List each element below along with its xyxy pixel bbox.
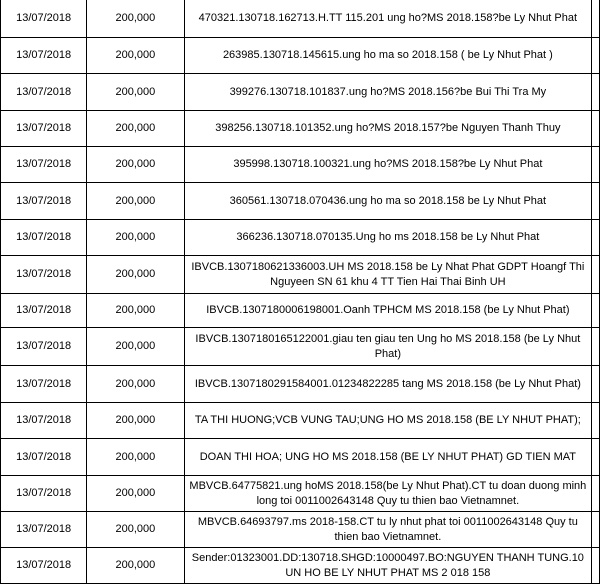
description-cell: MBVCB.64693797.ms 2018-158.CT tu ly nhut phat toi 0011002643148 Quy tu thien bao Vietnamnet. <box>184 512 592 548</box>
description-cell: 395998.130718.100321.ung ho?MS 2018.158?be Ly Nhut Phat <box>184 147 592 183</box>
description-cell: 366236.130718.070135.Ung ho ms 2018.158 be Ly Nhut Phat <box>184 220 592 256</box>
amount-cell: 200,000 <box>87 294 184 328</box>
edge-cell <box>592 0 600 38</box>
table-row <box>1 111 600 147</box>
description-cell: IBVCB.1307180291584001.01234822285 tang MS 2018.158 (be Ly Nhut Phat) <box>184 366 592 403</box>
table-row <box>1 439 600 476</box>
edge-cell <box>592 294 600 328</box>
edge-cell <box>592 74 600 111</box>
amount-cell: 200,000 <box>87 439 184 476</box>
edge-cell <box>592 476 600 512</box>
amount-cell: 200,000 <box>87 183 184 220</box>
description-cell: IBVCB.1307180006198001.Oanh TPHCM MS 2018.158 (be Ly Nhut Phat) <box>184 294 592 328</box>
date-cell: 13/07/2018 <box>1 328 87 366</box>
amount-cell: 200,000 <box>87 548 184 584</box>
table-row <box>1 548 600 584</box>
donation-table-body <box>1 0 600 584</box>
edge-cell <box>592 256 600 294</box>
description-cell: TA THI HUONG;VCB VUNG TAU;UNG HO MS 2018.158 (BE LY NHUT PHAT); <box>184 403 592 439</box>
edge-cell <box>592 512 600 548</box>
amount-cell: 200,000 <box>87 0 184 38</box>
table-row <box>1 328 600 366</box>
edge-cell <box>592 147 600 183</box>
amount-cell: 200,000 <box>87 476 184 512</box>
date-cell: 13/07/2018 <box>1 0 87 38</box>
date-cell: 13/07/2018 <box>1 147 87 183</box>
amount-cell: 200,000 <box>87 147 184 183</box>
table-row <box>1 476 600 512</box>
table-row <box>1 74 600 111</box>
edge-cell <box>592 366 600 403</box>
table-row <box>1 256 600 294</box>
table-row <box>1 0 600 38</box>
date-cell: 13/07/2018 <box>1 256 87 294</box>
description-cell: 360561.130718.070436.ung ho ma so 2018.158 be Ly Nhut Phat <box>184 183 592 220</box>
date-cell: 13/07/2018 <box>1 548 87 584</box>
edge-cell <box>592 111 600 147</box>
edge-cell <box>592 548 600 584</box>
amount-cell: 200,000 <box>87 256 184 294</box>
date-cell: 13/07/2018 <box>1 366 87 403</box>
table-row <box>1 183 600 220</box>
edge-cell <box>592 403 600 439</box>
amount-cell: 200,000 <box>87 74 184 111</box>
description-cell: IBVCB.1307180621336003.UH MS 2018.158 be Ly Nhat Phat GDPT Hoangf Thi Nguyeen SN 61 khu 4 TT Tien Hai Thai Binh UH <box>184 256 592 294</box>
description-cell: 263985.130718.145615.ung ho ma so 2018.158 ( be Ly Nhut Phat ) <box>184 38 592 74</box>
description-cell: Sender:01323001.DD:130718.SHGD:10000497.BO:NGUYEN THANH TUNG.10 UN HO BE LY NHUT PHAT MS 2 018 158 <box>184 548 592 584</box>
description-cell: IBVCB.1307180165122001.giau ten giau ten Ung ho MS 2018.158 (be Ly Nhut Phat) <box>184 328 592 366</box>
description-cell: 398256.130718.101352.ung ho?MS 2018.157?be Nguyen Thanh Thuy <box>184 111 592 147</box>
table-row <box>1 294 600 328</box>
edge-cell <box>592 439 600 476</box>
date-cell: 13/07/2018 <box>1 476 87 512</box>
date-cell: 13/07/2018 <box>1 403 87 439</box>
date-cell: 13/07/2018 <box>1 512 87 548</box>
amount-cell: 200,000 <box>87 38 184 74</box>
date-cell: 13/07/2018 <box>1 220 87 256</box>
date-cell: 13/07/2018 <box>1 38 87 74</box>
table-row <box>1 147 600 183</box>
table-row <box>1 403 600 439</box>
description-cell: 399276.130718.101837.ung ho?MS 2018.156?be Bui Thi Tra My <box>184 74 592 111</box>
table-row <box>1 38 600 74</box>
date-cell: 13/07/2018 <box>1 111 87 147</box>
description-cell: 470321.130718.162713.H.TT 115.201 ung ho?MS 2018.158?be Ly Nhut Phat <box>184 0 592 38</box>
table-row <box>1 220 600 256</box>
date-cell: 13/07/2018 <box>1 294 87 328</box>
amount-cell: 200,000 <box>87 220 184 256</box>
edge-cell <box>592 220 600 256</box>
date-cell: 13/07/2018 <box>1 183 87 220</box>
amount-cell: 200,000 <box>87 512 184 548</box>
date-cell: 13/07/2018 <box>1 439 87 476</box>
amount-cell: 200,000 <box>87 328 184 366</box>
edge-cell <box>592 38 600 74</box>
table-row <box>1 512 600 548</box>
amount-cell: 200,000 <box>87 366 184 403</box>
amount-cell: 200,000 <box>87 403 184 439</box>
edge-cell <box>592 328 600 366</box>
table-row <box>1 366 600 403</box>
amount-cell: 200,000 <box>87 111 184 147</box>
description-cell: MBVCB.64775821.ung hoMS 2018.158(be Ly Nhut Phat).CT tu doan duong minh long toi 0011002643148 Quy tu thien bao Vietnamnet. <box>184 476 592 512</box>
date-cell: 13/07/2018 <box>1 74 87 111</box>
edge-cell <box>592 183 600 220</box>
description-cell: DOAN THI HOA; UNG HO MS 2018.158 (BE LY NHUT PHAT) GD TIEN MAT <box>184 439 592 476</box>
